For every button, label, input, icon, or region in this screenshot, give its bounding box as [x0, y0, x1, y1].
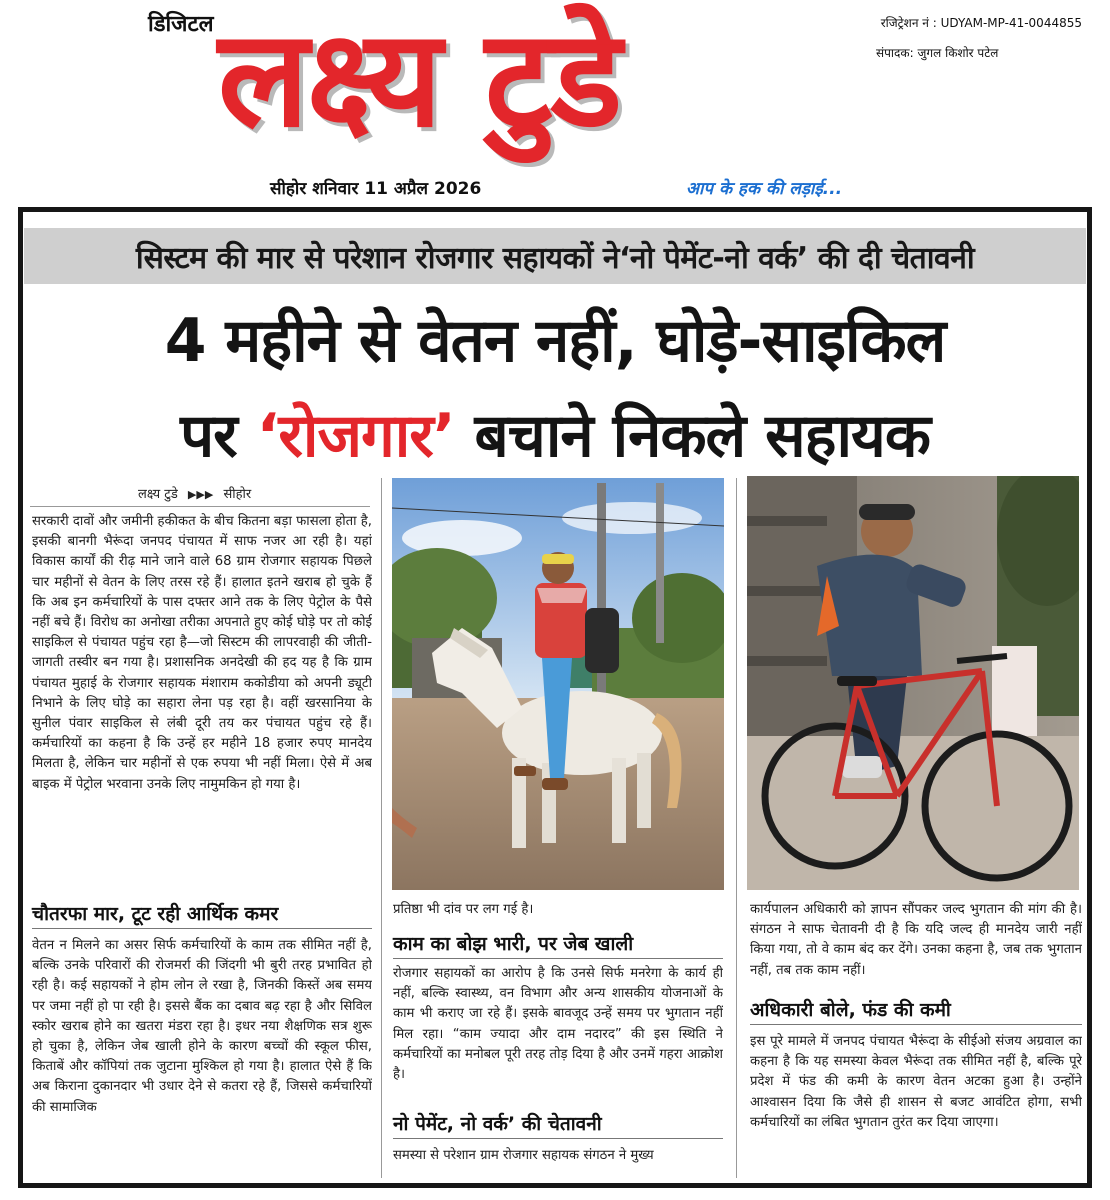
newspaper-logo: लक्ष्य टुडे [218, 1, 621, 157]
continuation-text-col3: कार्यपालन अधिकारी को ज्ञापन सौंपकर जल्द भुगतान की मांग की है। संगठन ने साफ चेतावनी दी है कि यदि जल्द ही मानदेय जारी नहीं किया गया, तो वे काम बंद कर देंगे। उनका कहना है, जब तक भुगतान नहीं, तब तक काम नहीं। [750, 902, 1082, 978]
cyclist-photo-illustration [747, 476, 1079, 890]
economic-pressure-text: वेतन न मिलने का असर सिर्फ कर्मचारियों के काम तक सीमित नहीं है, बल्कि उनके परिवारों की रोजमर्रा की जिंदगी भी बुरी तरह प्रभावित हो रही है। कई सहायकों ने होम लोन ले रखा है, जिनकी किस्तें अब समय पर जमा नहीं हो पा रही है। इससे बैंक का दबाव बढ़ रहा है और सिविल स्कोर खराब होने का खतरा मंडरा रहा है। इधर नया शैक्षणिक सत्र शुरू हो चुका है, लेकिन जेब खाली होने के कारण बच्चों की स्कूल फीस, किताबें और कॉपियां तक जुटाना मुश्किल हो गया है। हालात ऐसे हैं कि अब किराना दुकानदार भी उधार देने से कतरा रहे हैं, जिससे कर्मचारियों की सामाजिक [32, 938, 372, 1115]
horse-photo-illustration [392, 478, 724, 890]
fast-forward-icon: ▶▶▶ [187, 488, 214, 501]
headline-highlight: ‘रोजगार’ [256, 401, 455, 471]
continuation-text-col2: प्रतिष्ठा भी दांव पर लग गई है। [393, 902, 534, 917]
photo-horse-rider [392, 478, 724, 890]
editor-name: संपादक: जुगल किशोर पटेल [876, 46, 999, 60]
officials-text: इस पूरे मामले में जनपद पंचायत भैरूंदा के सीईओ संजय अग्रवाल का कहना है कि यह समस्या केवल भैरूंदा तक सीमित नहीं है, बल्कि पूरे प्रदेश में फंड की कमी के कारण वेतन अटका हुआ है। उन्होंने आश्वासन दिया कि जैसे ही शासन से बजट आवंटित होगा, सभी कर्मचारियों का लंबित भुगतान तुरंत कर दिया जाएगा। [750, 1034, 1082, 1130]
photo-cyclist [747, 476, 1079, 890]
headline-line-1: 4 महीने से वेतन नहीं, घोड़े-साइकिल [164, 306, 946, 376]
digital-label: डिजिटल [148, 12, 214, 37]
subheading-no-payment-no-work: नो पेमेंट, नो वर्क’ की चेतावनी [393, 1110, 723, 1139]
subheading-workload: काम का बोझ भारी, पर जेब खाली [393, 930, 723, 959]
dateline: सीहोर शनिवार 11 अप्रैल 2026 [270, 179, 482, 199]
subheading-officials-fund-shortage: अधिकारी बोले, फंड की कमी [750, 996, 1082, 1025]
column-divider [381, 478, 382, 1178]
subheading-economic-pressure: चौतरफा मार, टूट रही आर्थिक कमर [32, 900, 372, 929]
byline-rule [30, 506, 370, 507]
headline-suffix: बचाने निकले सहायक [474, 401, 930, 471]
kicker-text: सिस्टम की मार से परेशान रोजगार सहायकों ने‘नो पेमेंट-नो वर्क’ की दी चेतावनी [135, 240, 975, 276]
headline-line-2 [30, 394, 1080, 478]
no-payment-text: समस्या से परेशान ग्राम रोजगार सहायक संगठन ने मुख्य [393, 1148, 654, 1163]
byline-place: सीहोर [223, 487, 252, 502]
registration-number: रजिट्रेशन नं : UDYAM-MP-41-0044855 [880, 16, 1082, 30]
byline [138, 484, 251, 502]
column-divider [736, 478, 737, 1178]
workload-text: रोजगार सहायकों का आरोप है कि उनसे सिर्फ मनरेगा के कार्य ही नहीं, बल्कि स्वास्थ्य, वन विभाग और अन्य शासकीय योजनाओं के काम भी कराए जा रहे हैं। इसके बावजूद उन्हें समय पर भुगतान नहीं मिल रहा। “काम ज्यादा और दाम नदारद” की इस स्थिति ने कर्मचारियों का मनोबल पूरी तरह तोड़ दिया है और उनमें गहरा आक्रोश है। [393, 966, 723, 1083]
byline-source: लक्ष्य टुडे [138, 487, 178, 502]
masthead [0, 0, 1110, 205]
tagline: आप के हक की लड़ाई... [686, 179, 843, 199]
headline-prefix: पर [180, 401, 237, 471]
article-intro: सरकारी दावों और जमीनी हकीकत के बीच कितना बड़ा फासला होता है, इसकी बानगी भैरूंदा जनपद पंचायत में साफ नजर आ रही है। यहां विकास कार्यों की रीढ़ माने जाने वाले 68 ग्राम रोजगार सहायक पिछले चार महीनों से वेतन के लिए तरस रहे हैं। हालात इतने खराब हो चुके हैं कि अब इन कर्मचारियों के पास दफ्तर आने तक के लिए पेट्रोल के पैसे नहीं बचे हैं। विरोध का अनोखा तरीका अपनाते हुए कोई घोड़े पर तो कोई साइकिल से पंचायत पहुंच रहा है—जो सिस्टम की लापरवाही की जीती-जागती तस्वीर बन गया है। प्रशासनिक अनदेखी की हद यह है कि ग्राम पंचायत मुहाई के रोजगार सहायक मंशाराम ककोडीया को अपनी ड्यूटी निभाने के लिए घोड़े का सहारा लेना पड़ रहा है। वहीं खरसानिया के सुनील पंवार साइकिल से लंबी दूरी तय कर पंचायत पहुंच रहे हैं। कर्मचारियों का कहना है कि उन्हें हर महीने 18 हजार रुपए मानदेय मिलता है, लेकिन चार महीनों से एक रुपया भी नहीं मिला। ऐसे में अब बाइक में पेट्रोल भरवाना उनके लिए नामुमकिन हो गया है। [32, 514, 372, 792]
kicker-bar [24, 228, 1086, 284]
